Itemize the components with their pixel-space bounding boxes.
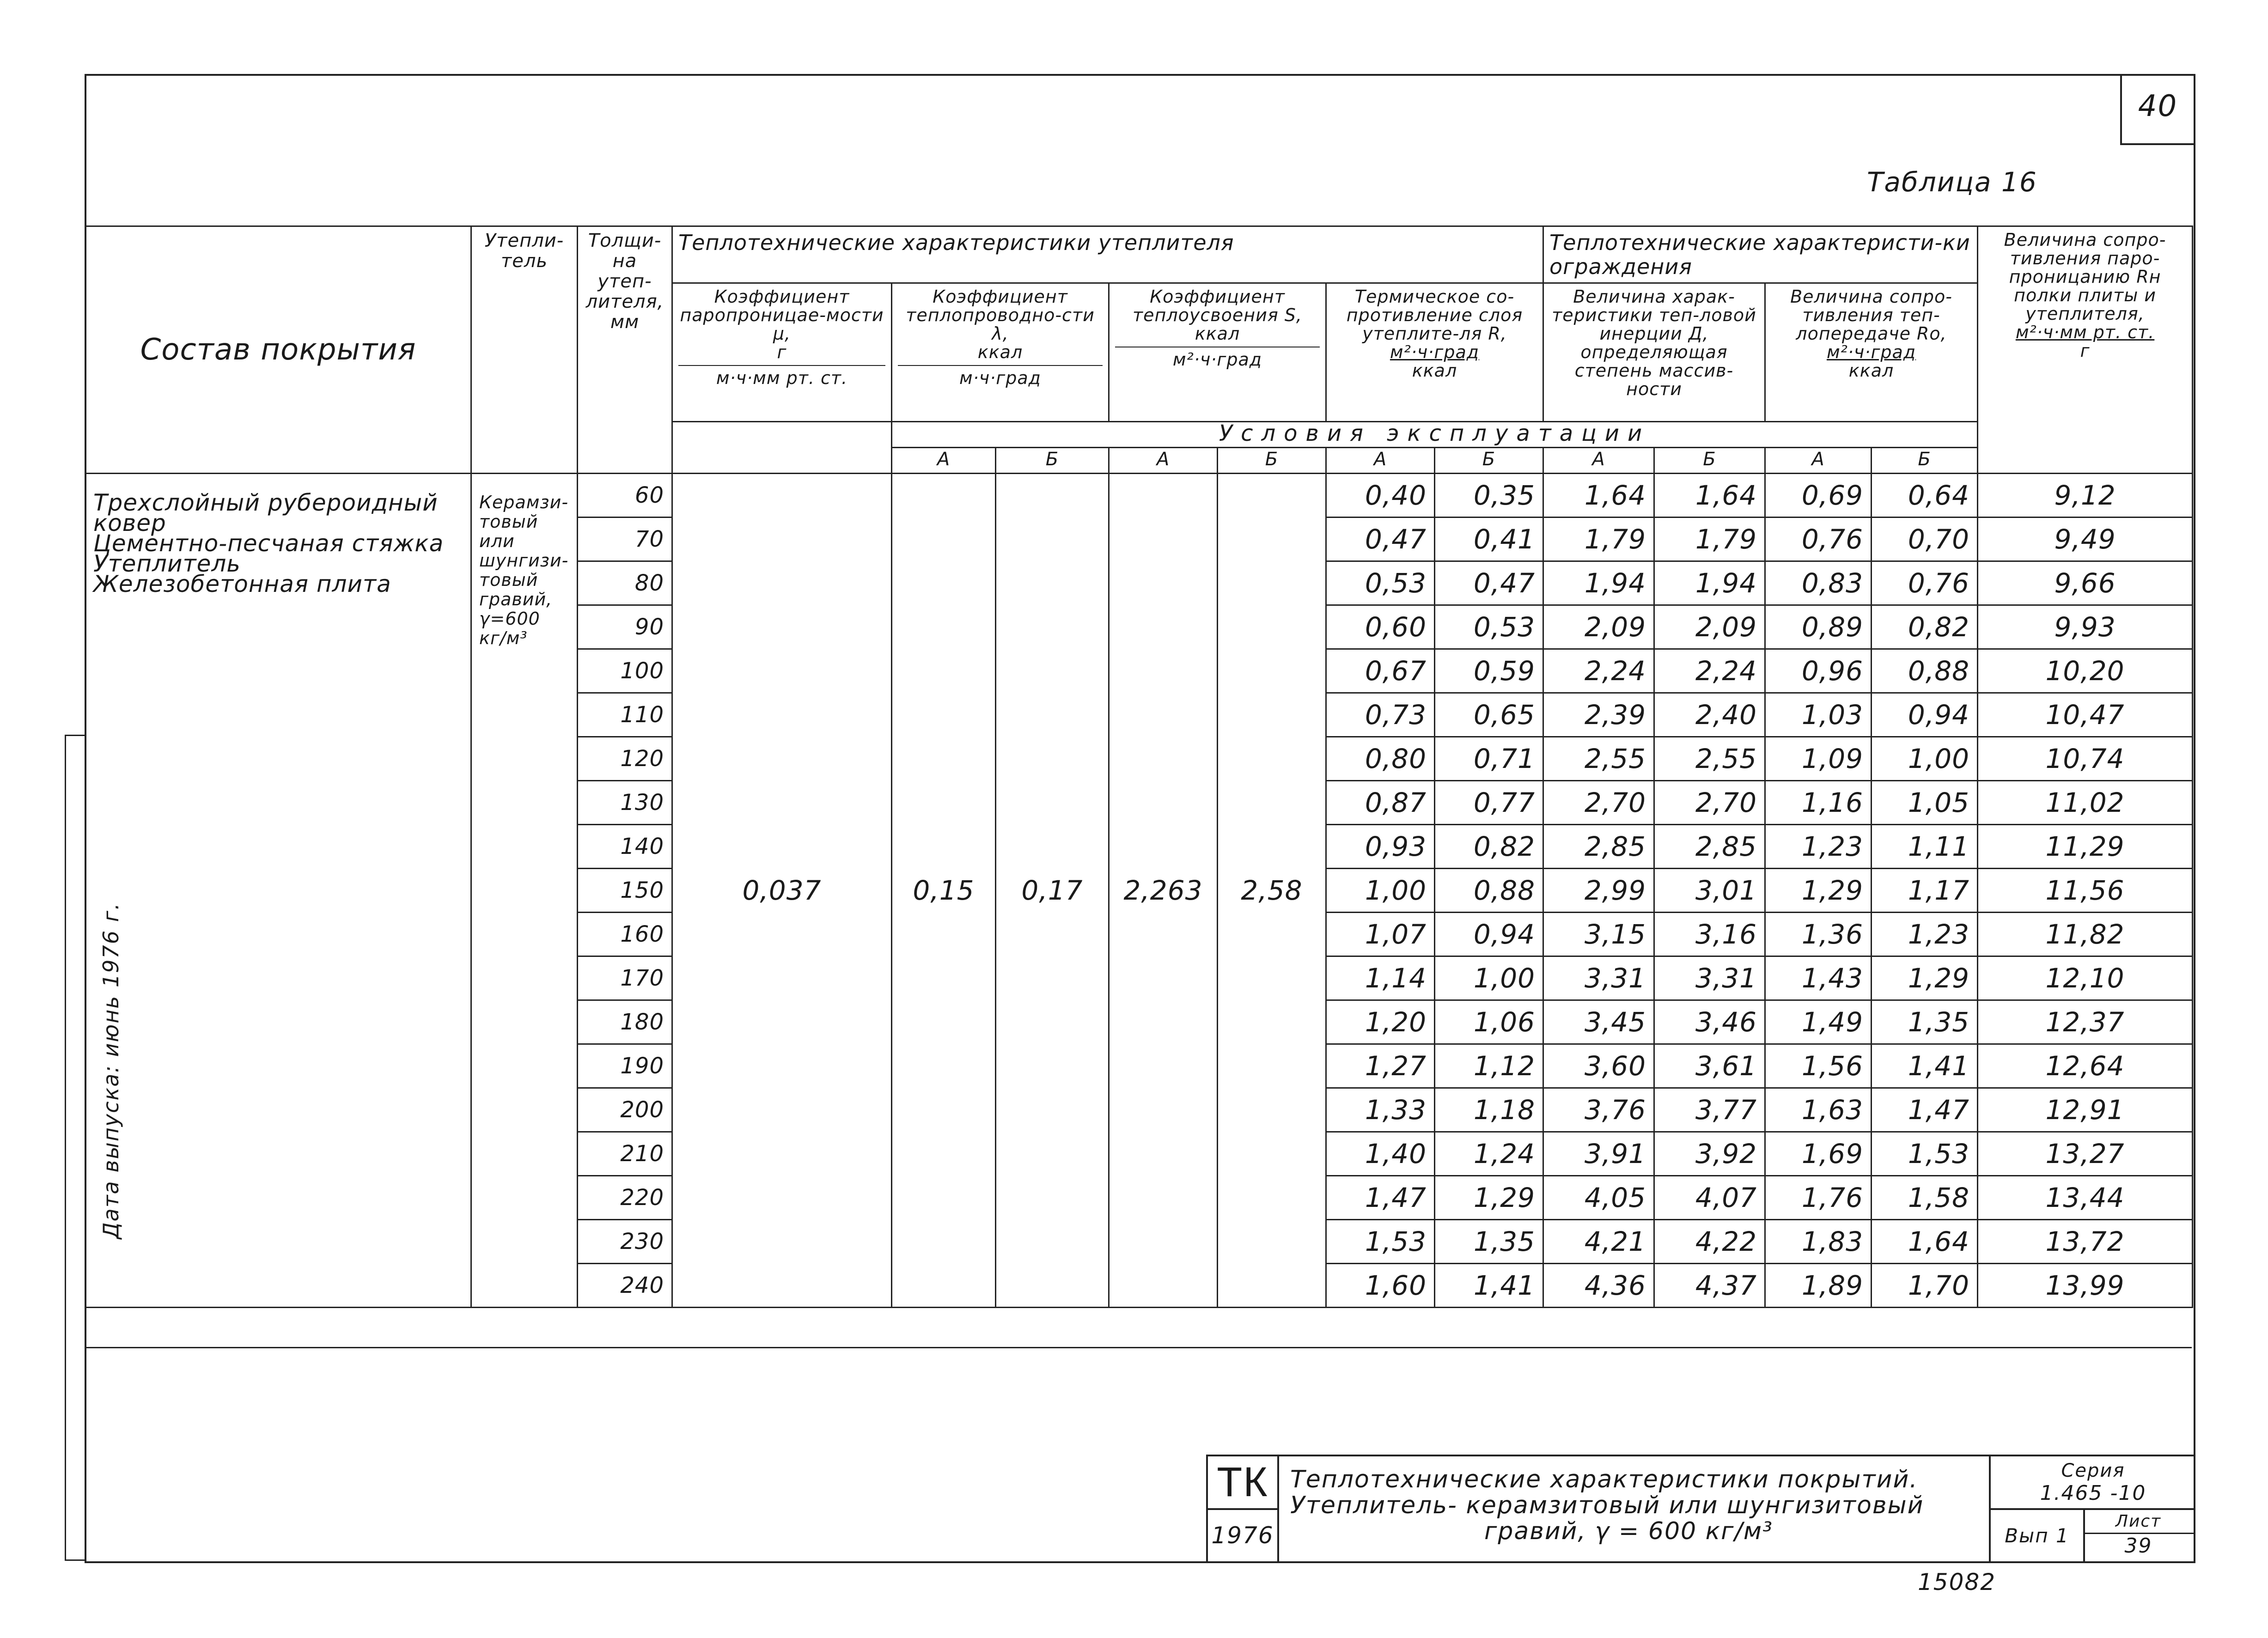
value-da: 2,99 [1543, 869, 1654, 913]
value-rn: 9,66 [1978, 561, 2193, 605]
s-unit-top: ккал [1195, 323, 1240, 344]
value-roa: 1,23 [1765, 825, 1872, 869]
value-rn: 13,99 [1978, 1264, 2193, 1308]
value-ra: 1,33 [1326, 1088, 1435, 1132]
thickness-cell: 180 [578, 1000, 672, 1044]
value-ra: 0,40 [1326, 474, 1435, 518]
composition-cell [85, 474, 471, 1308]
stamp-year: 1976 [1211, 1522, 1274, 1549]
value-db: 1,64 [1654, 474, 1765, 518]
table-bottom-line [85, 1347, 2192, 1348]
value-roa: 0,96 [1765, 649, 1872, 693]
thickness-cell: 190 [578, 1044, 672, 1088]
value-rn: 13,27 [1978, 1132, 2193, 1176]
ro-unit-bottom: ккал [1848, 360, 1894, 381]
value-rb: 1,12 [1435, 1044, 1543, 1088]
constant-s-b: 2,58 [1218, 474, 1326, 1308]
cond-b: Б [996, 448, 1109, 474]
value-rn: 11,02 [1978, 781, 2193, 825]
value-db: 2,55 [1654, 737, 1765, 781]
mu-unit-top: г [777, 342, 787, 362]
value-rb: 1,00 [1435, 956, 1543, 1000]
value-rob: 1,29 [1872, 956, 1978, 1000]
lambda-unit-top: ккал [977, 342, 1023, 362]
stamp-org: ТК [1217, 1459, 1268, 1505]
stamp-title-line3: гравий, γ = 600 кг/м³ [1484, 1517, 1773, 1545]
value-roa: 1,63 [1765, 1088, 1872, 1132]
value-da: 4,36 [1543, 1264, 1654, 1308]
value-db: 3,92 [1654, 1132, 1765, 1176]
value-ra: 1,60 [1326, 1264, 1435, 1308]
value-rb: 0,82 [1435, 825, 1543, 869]
ro-unit-top: м²·ч·град [1826, 342, 1916, 362]
stamp-issue: Вып 1 [2005, 1524, 2069, 1547]
value-rob: 1,47 [1872, 1088, 1978, 1132]
value-da: 2,09 [1543, 605, 1654, 649]
value-roa: 1,03 [1765, 693, 1872, 737]
value-db: 3,77 [1654, 1088, 1765, 1132]
value-ra: 1,47 [1326, 1176, 1435, 1220]
value-ra: 0,67 [1326, 649, 1435, 693]
stamp-series-cell [1989, 1456, 2195, 1510]
cond-b: Б [1654, 448, 1765, 474]
header-insulation-props: Теплотехнические характеристики утеплителя [672, 226, 1543, 283]
composition-line: Утеплитель [93, 550, 241, 577]
value-roa: 0,69 [1765, 474, 1872, 518]
value-rob: 0,82 [1872, 605, 1978, 649]
value-rb: 0,71 [1435, 737, 1543, 781]
left-margin-tick [65, 1559, 85, 1561]
mu-unit-bottom: м·ч·мм рт. ст. [678, 365, 885, 387]
value-rob: 0,70 [1872, 518, 1978, 561]
value-rob: 1,11 [1872, 825, 1978, 869]
header-mu [672, 283, 892, 422]
s-unit-bottom: м²·ч·град [1115, 347, 1320, 369]
value-db: 1,94 [1654, 561, 1765, 605]
value-da: 4,05 [1543, 1176, 1654, 1220]
stamp-sheet-cell [2083, 1510, 2194, 1561]
value-roa: 1,83 [1765, 1220, 1872, 1264]
value-db: 3,46 [1654, 1000, 1765, 1044]
value-da: 3,31 [1543, 956, 1654, 1000]
value-roa: 1,89 [1765, 1264, 1872, 1308]
stamp-series-label: Серия [2061, 1460, 2125, 1481]
value-rob: 1,64 [1872, 1220, 1978, 1264]
thickness-cell: 120 [578, 737, 672, 781]
thickness-cell: 170 [578, 956, 672, 1000]
value-da: 3,91 [1543, 1132, 1654, 1176]
stamp-year-cell [1208, 1510, 1279, 1561]
cond-b: Б [1218, 448, 1326, 474]
value-rn: 10,20 [1978, 649, 2193, 693]
value-da: 2,70 [1543, 781, 1654, 825]
value-ra: 0,80 [1326, 737, 1435, 781]
thickness-cell: 70 [578, 518, 672, 561]
value-rob: 0,76 [1872, 561, 1978, 605]
r-unit-top: м²·ч·град [1390, 342, 1480, 362]
value-ra: 1,20 [1326, 1000, 1435, 1044]
value-da: 3,45 [1543, 1000, 1654, 1044]
stamp-issue-cell [1989, 1510, 2085, 1561]
stamp-title-line1: Теплотехнические характеристики покрытий. [1290, 1466, 1918, 1493]
value-db: 4,07 [1654, 1176, 1765, 1220]
composition-line: Цементно-песчаная стяжка [93, 530, 444, 557]
sheet-number: 40 [2138, 89, 2178, 123]
cond-b: Б [1872, 448, 1978, 474]
stamp-title [1290, 1467, 1974, 1544]
header-vapor-resistance [1978, 226, 2193, 474]
value-db: 2,70 [1654, 781, 1765, 825]
value-roa: 0,83 [1765, 561, 1872, 605]
value-rb: 0,35 [1435, 474, 1543, 518]
thickness-cell: 230 [578, 1220, 672, 1264]
value-roa: 0,76 [1765, 518, 1872, 561]
thickness-cell: 210 [578, 1132, 672, 1176]
value-roa: 1,69 [1765, 1132, 1872, 1176]
value-db: 2,24 [1654, 649, 1765, 693]
value-rn: 13,44 [1978, 1176, 2193, 1220]
constant-lambda-b: 0,17 [996, 474, 1109, 1308]
value-da: 3,76 [1543, 1088, 1654, 1132]
r-label: Термическое со-противление слоя утеплите-ля R, [1346, 286, 1523, 344]
thickness-cell: 100 [578, 649, 672, 693]
value-db: 4,37 [1654, 1264, 1765, 1308]
stamp-series-value: 1.465 -10 [2040, 1481, 2146, 1505]
value-rn: 12,64 [1978, 1044, 2193, 1088]
value-roa: 1,29 [1765, 869, 1872, 913]
value-rob: 1,70 [1872, 1264, 1978, 1308]
value-rb: 1,41 [1435, 1264, 1543, 1308]
thickness-cell: 140 [578, 825, 672, 869]
value-rb: 1,29 [1435, 1176, 1543, 1220]
value-roa: 1,76 [1765, 1176, 1872, 1220]
value-rb: 0,65 [1435, 693, 1543, 737]
value-ra: 0,93 [1326, 825, 1435, 869]
value-roa: 1,36 [1765, 913, 1872, 956]
thickness-cell: 150 [578, 869, 672, 913]
cond-a: А [1543, 448, 1654, 474]
value-rn: 10,74 [1978, 737, 2193, 781]
value-rob: 1,41 [1872, 1044, 1978, 1088]
title-block [1206, 1455, 2194, 1561]
value-roa: 1,16 [1765, 781, 1872, 825]
header-thickness: Толщи-на утеп-лителя, мм [578, 226, 672, 474]
value-da: 3,60 [1543, 1044, 1654, 1088]
value-rob: 1,23 [1872, 913, 1978, 956]
doc-number: 15082 [1918, 1569, 1996, 1595]
constant-s-a: 2,263 [1109, 474, 1218, 1308]
header-mu-blank [672, 422, 892, 474]
value-da: 1,64 [1543, 474, 1654, 518]
value-rob: 1,00 [1872, 737, 1978, 781]
value-rn: 9,93 [1978, 605, 2193, 649]
table-caption: Таблица 16 [1867, 166, 2037, 198]
lambda-unit-bottom: м·ч·град [898, 365, 1103, 387]
cond-a: А [1765, 448, 1872, 474]
cond-a: А [1326, 448, 1435, 474]
thickness-cell: 60 [578, 474, 672, 518]
thickness-cell: 80 [578, 561, 672, 605]
value-rb: 0,88 [1435, 869, 1543, 913]
constant-lambda-a: 0,15 [892, 474, 996, 1308]
value-roa: 0,89 [1765, 605, 1872, 649]
value-rb: 1,18 [1435, 1088, 1543, 1132]
value-rn: 9,49 [1978, 518, 2193, 561]
insulation-cell: Керамзи-товый или шунгизи-товый гравий, γ=600 кг/м³ [471, 474, 578, 1308]
header-conditions: Условия эксплуатации [892, 422, 1978, 448]
value-rn: 12,10 [1978, 956, 2193, 1000]
thickness-cell: 200 [578, 1088, 672, 1132]
value-rob: 1,58 [1872, 1176, 1978, 1220]
thickness-cell: 220 [578, 1176, 672, 1220]
value-rn: 13,72 [1978, 1220, 2193, 1264]
header-ro [1765, 283, 1978, 422]
header-d [1543, 283, 1765, 422]
value-ra: 1,53 [1326, 1220, 1435, 1264]
value-rb: 0,41 [1435, 518, 1543, 561]
table-row [85, 474, 2193, 518]
thickness-cell: 110 [578, 693, 672, 737]
ro-label: Величина сопро-тивления теп-лопередаче Ro, [1790, 286, 1952, 344]
value-db: 2,40 [1654, 693, 1765, 737]
value-ra: 0,53 [1326, 561, 1435, 605]
vapor-resistance-label: Величина сопро-тивления паро-проницанию Rн полки плиты и утеплителя, [2004, 230, 2166, 324]
value-ra: 0,60 [1326, 605, 1435, 649]
header-composition: Состав покрытия [85, 226, 471, 474]
value-ra: 1,00 [1326, 869, 1435, 913]
thickness-cell: 130 [578, 781, 672, 825]
value-rob: 1,05 [1872, 781, 1978, 825]
value-rn: 10,47 [1978, 693, 2193, 737]
stamp-title-line2: Утеплитель- керамзитовый или шунгизитовый [1290, 1492, 1924, 1519]
vapor-resistance-unit-bottom: г [2080, 341, 2090, 361]
value-da: 2,55 [1543, 737, 1654, 781]
composition-line: Железобетонная плита [93, 571, 391, 597]
value-rn: 12,37 [1978, 1000, 2193, 1044]
sheet-number-box [2120, 74, 2194, 145]
value-roa: 1,09 [1765, 737, 1872, 781]
value-ra: 1,14 [1326, 956, 1435, 1000]
header-s [1109, 283, 1326, 422]
value-rn: 11,29 [1978, 825, 2193, 869]
value-roa: 1,56 [1765, 1044, 1872, 1088]
value-rob: 1,17 [1872, 869, 1978, 913]
value-rob: 1,53 [1872, 1132, 1978, 1176]
d-label: Величина харак-теристики теп-ловой инерции Д, определяющая степень массив-ности [1552, 286, 1756, 399]
left-margin-line [65, 735, 66, 1559]
thermal-table [85, 225, 2193, 1308]
value-rb: 0,77 [1435, 781, 1543, 825]
header-lambda [892, 283, 1109, 422]
value-db: 2,09 [1654, 605, 1765, 649]
s-label: Коэффициент теплоусвоения S, [1133, 286, 1302, 325]
header-r [1326, 283, 1543, 422]
r-unit-bottom: ккал [1412, 360, 1457, 381]
cond-a: А [1109, 448, 1218, 474]
value-rob: 0,88 [1872, 649, 1978, 693]
header-insulation: Утепли-тель [471, 226, 578, 474]
constant-mu: 0,037 [672, 474, 892, 1308]
value-rn: 9,12 [1978, 474, 2193, 518]
cond-a: А [892, 448, 996, 474]
release-date-note: Дата выпуска: июнь 1976 г. [98, 902, 123, 1239]
value-rb: 1,06 [1435, 1000, 1543, 1044]
value-rb: 0,47 [1435, 561, 1543, 605]
stamp-sheet-label: Лист [2083, 1510, 2194, 1534]
value-ra: 0,73 [1326, 693, 1435, 737]
value-da: 2,24 [1543, 649, 1654, 693]
lambda-label: Коэффициент теплопроводно-сти λ, [906, 286, 1095, 344]
value-rb: 0,94 [1435, 913, 1543, 956]
value-da: 4,21 [1543, 1220, 1654, 1264]
cond-b: Б [1435, 448, 1543, 474]
thickness-cell: 90 [578, 605, 672, 649]
composition-line: Трехслойный рубероидный ковер [93, 489, 438, 536]
thickness-cell: 160 [578, 913, 672, 956]
value-ra: 0,47 [1326, 518, 1435, 561]
value-da: 2,39 [1543, 693, 1654, 737]
value-rb: 0,59 [1435, 649, 1543, 693]
table-body [85, 474, 2193, 1308]
value-roa: 1,43 [1765, 956, 1872, 1000]
value-rb: 1,24 [1435, 1132, 1543, 1176]
value-ra: 0,87 [1326, 781, 1435, 825]
value-rb: 1,35 [1435, 1220, 1543, 1264]
value-db: 2,85 [1654, 825, 1765, 869]
vapor-resistance-unit-top: м²·ч·мм рт. ст. [2015, 322, 2155, 342]
value-db: 4,22 [1654, 1220, 1765, 1264]
stamp-org-cell [1208, 1456, 1279, 1510]
value-ra: 1,40 [1326, 1132, 1435, 1176]
value-da: 2,85 [1543, 825, 1654, 869]
value-da: 1,94 [1543, 561, 1654, 605]
value-da: 3,15 [1543, 913, 1654, 956]
value-rob: 0,94 [1872, 693, 1978, 737]
value-da: 1,79 [1543, 518, 1654, 561]
value-rob: 1,35 [1872, 1000, 1978, 1044]
value-rn: 12,91 [1978, 1088, 2193, 1132]
mu-label: Коэффициент паропроницае-мости μ, [680, 286, 884, 344]
stamp-sheet-value: 39 [2124, 1534, 2152, 1558]
value-db: 3,01 [1654, 869, 1765, 913]
value-db: 3,16 [1654, 913, 1765, 956]
value-rn: 11,82 [1978, 913, 2193, 956]
header-enclosure-props: Теплотехнические характеристи-ки ограждения [1543, 226, 1978, 283]
value-db: 1,79 [1654, 518, 1765, 561]
value-db: 3,61 [1654, 1044, 1765, 1088]
left-margin-tick [65, 735, 85, 736]
value-db: 3,31 [1654, 956, 1765, 1000]
value-rb: 0,53 [1435, 605, 1543, 649]
value-ra: 1,27 [1326, 1044, 1435, 1088]
value-ra: 1,07 [1326, 913, 1435, 956]
value-roa: 1,49 [1765, 1000, 1872, 1044]
value-rn: 11,56 [1978, 869, 2193, 913]
value-rob: 0,64 [1872, 474, 1978, 518]
thickness-cell: 240 [578, 1264, 672, 1308]
